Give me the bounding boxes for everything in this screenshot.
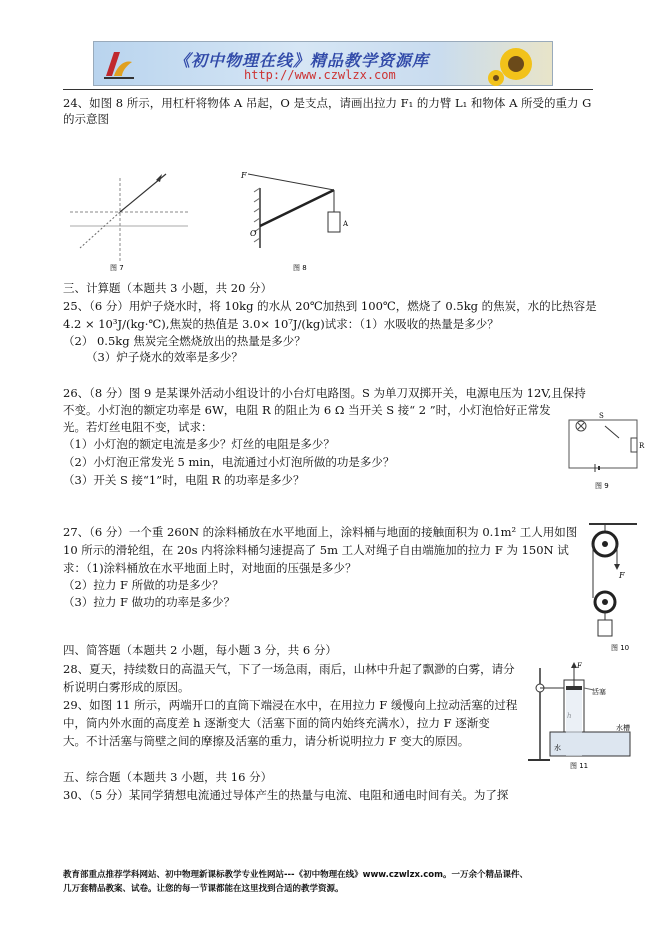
q29-line-3: 大。不计活塞与筒壁之间的摩擦及活塞的重力，请分析说明拉力 F 变大的原因。 [63, 734, 470, 748]
q26-line-4: （1）小灯泡的额定电流是多少？灯丝的电阻是多少？ [63, 437, 335, 451]
figure-11-label-tank: 水槽 [616, 724, 630, 732]
q24-line-2: 的示意图 [63, 112, 109, 126]
q26-line-1: 26、（8 分）图 9 是某课外活动小组设计的小台灯电路图。S 为单刀双掷开关，电源电压为 12V,且保持 [63, 386, 586, 400]
q27-line-3: 求：（1)涂料桶放在水平地面上时，对地面的压强是多少？ [63, 561, 357, 575]
figure-9-circuit [565, 412, 643, 492]
q25-line-2: 4.2 × 10³J/(kg·℃),焦炭的热值是 3.0× 10⁷J/(kg)试求：（1）水吸收的热量是多少？ [63, 317, 499, 331]
site-logo-icon [100, 46, 136, 82]
site-url[interactable]: http://www.czwlzx.com [244, 68, 396, 82]
figure-9-caption: 图 9 [595, 482, 609, 490]
sunflower-icon [486, 44, 546, 84]
figure-7-caption: 图 7 [110, 264, 124, 272]
q27-line-2: 10 所示的滑轮组，在 20s 内将涂料桶匀速提高了 5m 工人对绳子自由端施加的拉力 F 为 150N 试 [63, 543, 569, 557]
figure-10-caption: 图 10 [611, 644, 630, 652]
figure-11-caption: 图 11 [570, 762, 589, 770]
header-rule [63, 89, 593, 90]
figure-8-label-o: O [250, 229, 257, 238]
q26-line-3: 光。若灯丝电阻不变，试求： [63, 420, 213, 434]
figure-9-label-s: S [599, 412, 604, 420]
q27-line-1: 27、（6 分）一个重 260N 的涂料桶放在水平地面上，涂料桶与地面的接触面积为 0.1m² 工人用如图 [63, 525, 578, 539]
figure-8-label-a: A [343, 220, 349, 228]
figure-10-label-f: F [619, 571, 625, 580]
figure-9-label-r: R [639, 442, 645, 450]
footer-line-1: 教育部重点推荐学科网站、初中物理新课标教学专业性网站---《初中物理在线》www.czwlzx.com。一万余个精品课件、 [63, 870, 528, 880]
q28-line-2: 析说明白雾形成的原因。 [63, 680, 190, 694]
figure-10-pulley [575, 520, 650, 655]
q30-line-1: 30、（5 分）某同学猜想电流通过导体产生的热量与电流、电阻和通电时间有关。为了探 [63, 788, 509, 802]
site-title: 《初中物理在线》精品教学资源库 [174, 51, 430, 70]
section-4-heading: 四、简答题（本题共 2 小题，每小题 3 分，共 6 分） [63, 643, 337, 657]
section-3-heading: 三、计算题（本题共 3 小题，共 20 分） [63, 281, 273, 295]
figure-8-caption: 图 8 [293, 264, 307, 272]
figure-11-label-piston: 活塞 [592, 688, 606, 696]
figure-11-label-f: F [577, 662, 582, 670]
q26-line-2: 不变。小灯泡的额定功率是 6W，电阻 R 的阻止为 6 Ω 当开关 S 接“ 2 ”时，小灯泡恰好正常发 [63, 403, 551, 417]
q27-line-4: （2）拉力 F 所做的功是多少？ [63, 578, 224, 592]
q25-line-4: （3）炉子烧水的效率是多少？ [86, 350, 243, 364]
q29-line-1: 29、如图 11 所示，两端开口的直筒下端浸在水中，在用拉力 F 缓慢向上拉动活塞的过程 [63, 698, 518, 712]
q26-line-6: （3）开关 S 接“1”时，电阻 R 的功率是多少？ [63, 473, 305, 487]
q27-line-5: （3）拉力 F 做功的功率是多少？ [63, 595, 236, 609]
q24-line-1: 24、如图 8 所示，用杠杆将物体 A 吊起，O 是支点，请画出拉力 F₁ 的力臂 L₁ 和物体 A 所受的重力 G [63, 96, 592, 110]
figure-11-cylinder-piston [520, 660, 648, 770]
figure-8-label-f: F [241, 171, 247, 180]
q26-line-5: （2）小灯泡正常发光 5 min，电流通过小灯泡所做的功是多少？ [63, 455, 395, 469]
section-5-heading: 五、综合题（本题共 3 小题，共 16 分） [63, 770, 273, 784]
header-banner [93, 41, 553, 86]
figure-11-label-water: 水 [554, 744, 561, 752]
footer-line-2: 几万套精品教案、试卷。让您的每一节课都能在这里找到合适的教学资源。 [63, 884, 344, 894]
figure-8-lever [238, 168, 358, 273]
q25-line-3: （2） 0.5kg 焦炭完全燃烧放出的热量是多少？ [63, 334, 306, 348]
q25-line-1: 25、（6 分）用炉子烧水时，将 10kg 的水从 20℃加热到 100℃，燃烧了 0.5kg 的焦炭，水的比热容是 [63, 299, 597, 313]
q29-line-2: 中，筒内外水面的高度差 h 逐渐变大（活塞下面的筒内始终充满水），拉力 F 逐渐变 [63, 716, 490, 730]
figure-7-light-refraction [70, 168, 190, 273]
q28-line-1: 28、夏天，持续数日的高温天气，下了一场急雨，雨后，山林中升起了飘渺的白雾，请分 [63, 662, 515, 676]
